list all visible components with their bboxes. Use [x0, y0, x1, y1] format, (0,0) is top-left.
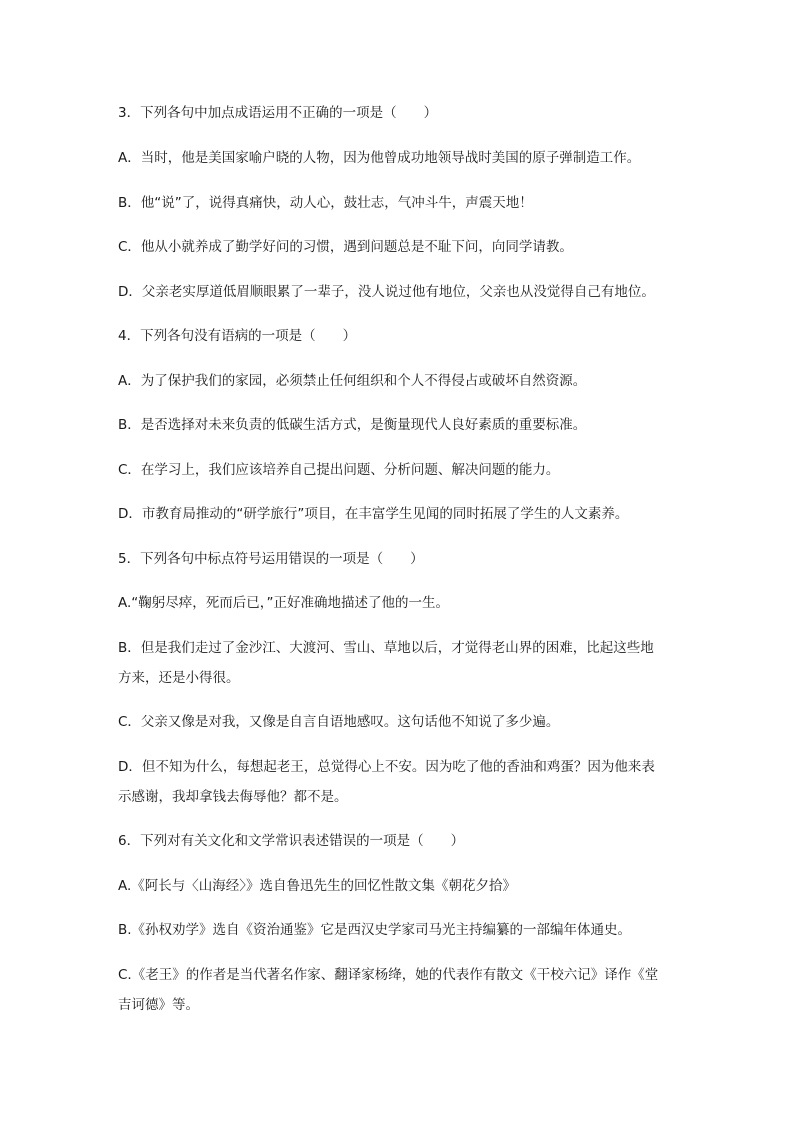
question-6-option-a: A.《阿长与〈山海经〉》选自鲁迅先生的回忆性散文集《朝花夕拾》 — [118, 878, 517, 894]
question-5-option-d-line-1: D．但不知为什么，每想起老王，总觉得心上不安。因为吃了他的香油和鸡蛋？因为他来表 — [118, 759, 655, 775]
question-6-option-c-line-2: 吉诃德》等。 — [118, 997, 199, 1013]
question-5-stem: 5．下列各句中标点符号运用错误的一项是（ ） — [118, 551, 424, 567]
question-3-option-b: B．他“说”了，说得真痛快，动人心，鼓壮志，气冲斗牛，声震天地！ — [118, 195, 533, 211]
question-6-option-c-line-1: C.《老王》的作者是当代著名作家、翻译家杨绛，她的代表作有散文《干校六记》译作《堂 — [118, 967, 659, 983]
question-6-stem: 6．下列对有关文化和文学常识表述错误的一项是（ ） — [118, 833, 465, 849]
question-4-option-d: D．市教育局推动的“研学旅行”项目，在丰富学生见闻的同时拓展了学生的人文素养。 — [118, 506, 629, 522]
question-5-option-b-line-2: 方来，还是小得很。 — [118, 670, 240, 686]
question-3-option-a: A．当时，他是美国家喻户晓的人物，因为他曾成功地领导战时美国的原子弹制造工作。 — [118, 150, 641, 166]
question-3-option-d: D．父亲老实厚道低眉顺眼累了一辈子，没人说过他有地位，父亲也从没觉得自己有地位。 — [118, 284, 655, 300]
question-5-option-b-line-1: B．但是我们走过了金沙江、大渡河、雪山、草地以后，才觉得老山界的困难，比起这些地 — [118, 640, 654, 656]
question-5-option-d-line-2: 示感谢，我却拿钱去侮辱他？都不是。 — [118, 789, 348, 805]
question-5-option-c: C．父亲又像是对我，又像是自言自语地感叹。这句话他不知说了多少遍。 — [118, 714, 560, 730]
question-6-option-b: B.《孙权劝学》选自《资治通鉴》它是西汉史学家司马光主持编纂的一部编年体通史。 — [118, 922, 632, 938]
question-4-option-a: A．为了保护我们的家园，必须禁止任何组织和个人不得侵占或破坏自然资源。 — [118, 373, 587, 389]
question-4-option-b: B．是否选择对未来负责的低碳生活方式，是衡量现代人良好素质的重要标准。 — [118, 417, 587, 433]
question-3-option-c: C．他从小就养成了勤学好问的习惯，遇到问题总是不耻下问，向同学请教。 — [118, 239, 573, 255]
question-5-option-a: A.“鞠躬尽瘁，死而后已，”正好准确地描述了他的一生。 — [118, 595, 450, 611]
question-3-stem: 3．下列各句中加点成语运用不正确的一项是（ ） — [118, 105, 438, 121]
question-4-option-c: C．在学习上，我们应该培养自己提出问题、分析问题、解决问题的能力。 — [118, 462, 560, 478]
question-4-stem: 4．下列各句没有语病的一项是（ ） — [118, 328, 357, 344]
